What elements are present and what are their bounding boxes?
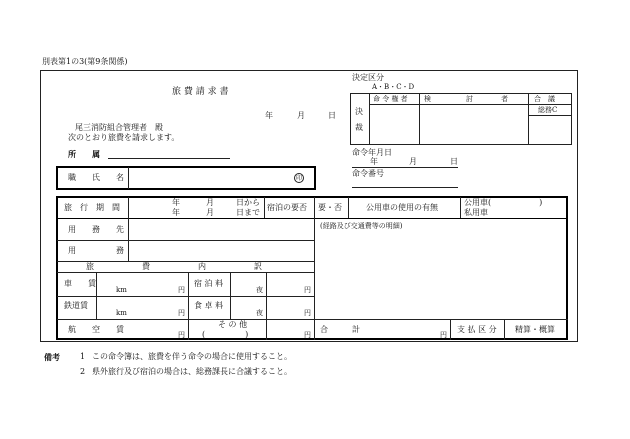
lodging-need-label: 宿泊の要否 (267, 203, 307, 212)
date-month-label: 月 (297, 111, 305, 120)
affiliation-label: 所 属 (68, 149, 100, 159)
addressee: 尾三消防組合管理者 殿 (75, 123, 163, 132)
period-divider (264, 197, 265, 218)
order-day: 日 (450, 157, 458, 166)
decision-category-label: 決定区分 (352, 73, 384, 82)
expense-col-4 (266, 272, 267, 340)
air-fare-label: 航 空 賃 (68, 325, 124, 334)
total-yen: 円 (440, 331, 447, 339)
lodging-nights: 夜 (256, 286, 263, 294)
col-kento: 検 討 者 (424, 95, 508, 103)
date-day-label: 日 (328, 111, 336, 120)
payment-divider (504, 319, 505, 340)
to-year: 年 (172, 208, 180, 217)
aigi-value: 総務C (538, 106, 558, 114)
payment-label: 支 払 区 分 (457, 325, 497, 334)
train-km: km (116, 286, 127, 294)
car-divider (460, 197, 461, 218)
meal-fee-label: 食 卓 料 (194, 301, 224, 310)
expense-col-2 (188, 272, 189, 340)
railway-label: 鉄道賃 (64, 301, 88, 310)
decision-category-options: A・B・C・D (372, 83, 415, 91)
lodging-yes-no[interactable]: 要・否 (318, 203, 342, 212)
public-car-use-label: 公用車の使用の有無 (366, 203, 438, 212)
train-yen: 円 (178, 286, 185, 294)
to-month: 月 (206, 208, 214, 217)
total-divider (450, 319, 451, 340)
train-label: 車 賃 (64, 279, 96, 288)
table-reference: 別表第1の3(第9条関係) (42, 57, 128, 66)
to-suffix: 日まで (236, 208, 260, 217)
order-number-line[interactable] (352, 187, 458, 188)
destination-label: 用 務 先 (68, 225, 124, 234)
row-line-train (57, 296, 314, 297)
order-month: 月 (409, 157, 417, 166)
row-line-destination (57, 240, 314, 241)
notes-label: 備考 (44, 352, 60, 362)
total-label: 合 計 (320, 325, 360, 334)
order-date-label: 命令年月日 (352, 148, 392, 157)
from-suffix: 日から (236, 198, 260, 207)
seal-mark: 印 (295, 175, 302, 182)
row-line-period (57, 218, 567, 219)
meal-yen: 円 (304, 309, 311, 317)
order-year: 年 (370, 157, 378, 166)
note-2-number: 2 (80, 367, 86, 376)
lodging-yen: 円 (304, 286, 311, 294)
affiliation-input-line[interactable] (108, 158, 230, 159)
request-text: 次のとおり旅費を請求します。 (68, 133, 180, 142)
route-detail-label: (経路及び交通費等の明細) (320, 222, 403, 230)
note-1-number: 1 (80, 352, 86, 361)
date-year-label: 年 (265, 111, 273, 120)
lodging-fee-label: 宿 泊 料 (194, 279, 224, 288)
public-car-option[interactable]: 公用車( ) (464, 198, 543, 207)
label-column-line (128, 197, 129, 261)
approval-divider-2 (419, 93, 420, 145)
note-1: この命令簿は、旅費を伴う命令の場合に使用すること。 (92, 352, 292, 361)
kessai-label-1: 決 (355, 107, 363, 116)
private-car-option[interactable]: 私用車 (464, 208, 488, 217)
approval-divider-1 (369, 93, 370, 145)
col-aigi: 合 議 (534, 95, 555, 103)
other-label: そ の 他 (218, 320, 248, 329)
payment-value[interactable]: 精算・概算 (515, 325, 555, 334)
from-year: 年 (172, 198, 180, 207)
name-label: 職 氏 名 (68, 173, 124, 182)
railway-yen: 円 (178, 309, 185, 317)
note-2: 県外旅行及び宿泊の場合は、総務課長に合議すること。 (92, 367, 292, 376)
other-yen: 円 (304, 331, 311, 339)
col-meireiken: 命 令 権 者 (373, 95, 408, 103)
other-paren[interactable]: ( ) (202, 330, 249, 339)
meal-nights: 夜 (256, 309, 263, 317)
form-title: 旅 費 請 求 書 (172, 87, 229, 97)
railway-km: km (116, 309, 127, 317)
period-label: 旅 行 期 間 (64, 203, 120, 212)
aigi-line (528, 115, 572, 116)
row-line-railway (57, 319, 568, 320)
breakdown-header: 旅 費 内 訳 (86, 262, 262, 271)
kessai-label-2: 裁 (355, 123, 363, 132)
approval-divider-3 (528, 93, 529, 145)
approval-header-line (369, 104, 572, 105)
from-month: 月 (206, 198, 214, 207)
order-number-label: 命令番号 (352, 169, 384, 178)
order-date-line[interactable] (352, 167, 458, 168)
yesno-divider (348, 197, 349, 218)
business-label: 用 務 (68, 246, 124, 255)
air-fare-yen: 円 (178, 331, 185, 339)
name-divider (128, 167, 129, 189)
